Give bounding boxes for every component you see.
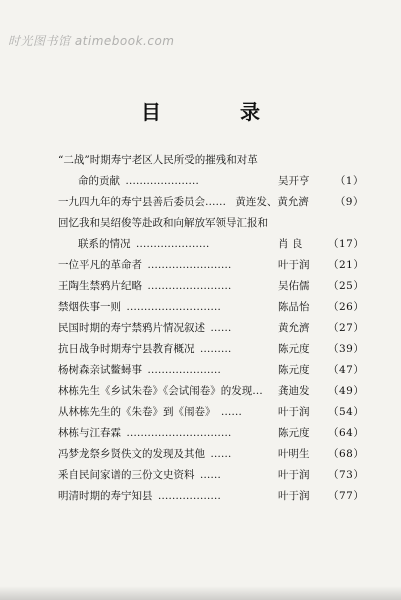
- toc-entry-title: 民国时期的寿宁禁鸦片情况叙述: [58, 322, 205, 334]
- toc-entry-page: （1）: [334, 175, 364, 187]
- toc-entry-author: 陈品怡: [278, 301, 310, 313]
- toc-entry-author: 陈元度: [278, 364, 310, 376]
- toc-entry-author: 吴开亨: [278, 175, 310, 187]
- toc-entry-page: （21）: [328, 259, 365, 271]
- toc-entry-author: 吴佑儒: [278, 280, 310, 292]
- toc-entry: 禁烟佚事一则 ……………………… 陈品怡 （26）: [58, 297, 364, 318]
- toc-entry: 杨树森亲试鳖蟳事 ………………… 陈元度 （47）: [58, 360, 364, 381]
- toc-entry: 明清时期的寿宁知县 ……………… 叶于润 （77）: [58, 486, 364, 507]
- toc-entry: 命的贡献 ………………… 吴开亨 （1）: [58, 171, 364, 192]
- toc-entry-author: 叶于润: [278, 469, 310, 481]
- toc-entry-author: 肖 良: [278, 238, 303, 250]
- toc-entry-page: （77）: [328, 490, 365, 502]
- toc-entry-title: 一九四九年的寿宁县善后委员会……: [58, 196, 226, 208]
- toc-entry-page: （47）: [328, 364, 365, 376]
- toc-entry-title-line: [58, 150, 364, 171]
- toc-entry-page: （64）: [328, 427, 365, 439]
- toc-entry: 王陶生禁鸦片纪略 …………………… 吴佑儒 （25）: [58, 276, 364, 297]
- toc-entry: 釆自民间家谱的三份文史资料 …… 叶于润 （73）: [58, 465, 364, 486]
- toc-entry-author: 黄连发、黄允濟: [235, 196, 309, 208]
- toc-entry-title: 杨树森亲试鳖蟳事: [58, 364, 142, 376]
- toc-entry-author: 陈元度: [278, 427, 310, 439]
- toc-entry-page: （54）: [328, 406, 365, 418]
- toc-entry-title: 从林栋先生的《朱卷》到《闱卷》: [58, 406, 216, 418]
- table-of-contents: [58, 150, 364, 507]
- toc-entry-author: 叶明生: [278, 448, 310, 460]
- page-bottom-shadow: [0, 586, 401, 600]
- page-title: 目 录: [141, 100, 296, 124]
- toc-entry-author: 叶于润: [278, 406, 310, 418]
- toc-entry-author: 龚迪发: [278, 385, 310, 397]
- toc-entry-title-line: [58, 213, 364, 234]
- toc-entry: 民国时期的寿宁禁鸦片情况叙述 …… 黄允濟 （27）: [58, 318, 364, 339]
- toc-entry: 林栋与江春霖 ………………………… 陈元度 （64）: [58, 423, 364, 444]
- toc-entry-title: 林栋先生《乡试朱卷》《会试闱卷》的发现…: [58, 385, 263, 397]
- toc-entry-title: 命的贡献: [78, 175, 120, 187]
- toc-entry-title: 禁烟佚事一则: [58, 301, 121, 313]
- toc-entry-title: 林栋与江春霖: [58, 427, 121, 439]
- toc-entry-title: 冯梦龙祭乡贤佚文的发现及其他: [58, 448, 205, 460]
- toc-entry: 一位平凡的革命者 …………………… 叶于润 （21）: [58, 255, 364, 276]
- toc-entry-title: 抗日战争时期寿宁县教育概况: [58, 343, 195, 355]
- toc-entry: 冯梦龙祭乡贤佚文的发现及其他 …… 叶明生 （68）: [58, 444, 364, 465]
- toc-entry-page: （68）: [328, 448, 365, 460]
- toc-entry-title: 釆自民间家谱的三份文史资料: [58, 469, 195, 481]
- toc-entry-page: （9）: [334, 196, 364, 208]
- toc-entry: 抗日战争时期寿宁县教育概况 ……… 陈元度 （39）: [58, 339, 364, 360]
- toc-entry-title: 王陶生禁鸦片纪略: [58, 280, 142, 292]
- toc-entry-title: “二战”时期寿宁老区人民所受的摧残和对革: [58, 154, 258, 166]
- toc-entry-author: 黄允濟: [278, 322, 310, 334]
- toc-entry-title: 联系的情况: [78, 238, 131, 250]
- toc-entry-page: （49）: [328, 385, 365, 397]
- toc-entry-page: （26）: [328, 301, 365, 313]
- toc-entry: 联系的情况 ………………… 肖 良 （17）: [58, 234, 364, 255]
- toc-entry-author: 陈元度: [278, 343, 310, 355]
- toc-entry: 从林栋先生的《朱卷》到《闱卷》 …… 叶于润 （54）: [58, 402, 364, 423]
- toc-entry-author: 叶于润: [278, 259, 310, 271]
- toc-entry-page: （25）: [328, 280, 365, 292]
- toc-entry-page: （17）: [328, 238, 365, 250]
- toc-entry-title: 明清时期的寿宁知县: [58, 490, 153, 502]
- toc-entry: [58, 381, 364, 402]
- toc-entry-author: 叶于润: [278, 490, 310, 502]
- toc-entry-page: （73）: [328, 469, 365, 481]
- watermark: 时光图书馆 atimebook.com: [8, 34, 175, 48]
- toc-entry: [58, 192, 364, 213]
- toc-entry-page: （39）: [328, 343, 365, 355]
- toc-entry-title: 回忆我和吴绍俊等赴政和向解放军领导汇报和: [58, 217, 268, 229]
- toc-entry-page: （27）: [328, 322, 365, 334]
- toc-entry-title: 一位平凡的革命者: [58, 259, 142, 271]
